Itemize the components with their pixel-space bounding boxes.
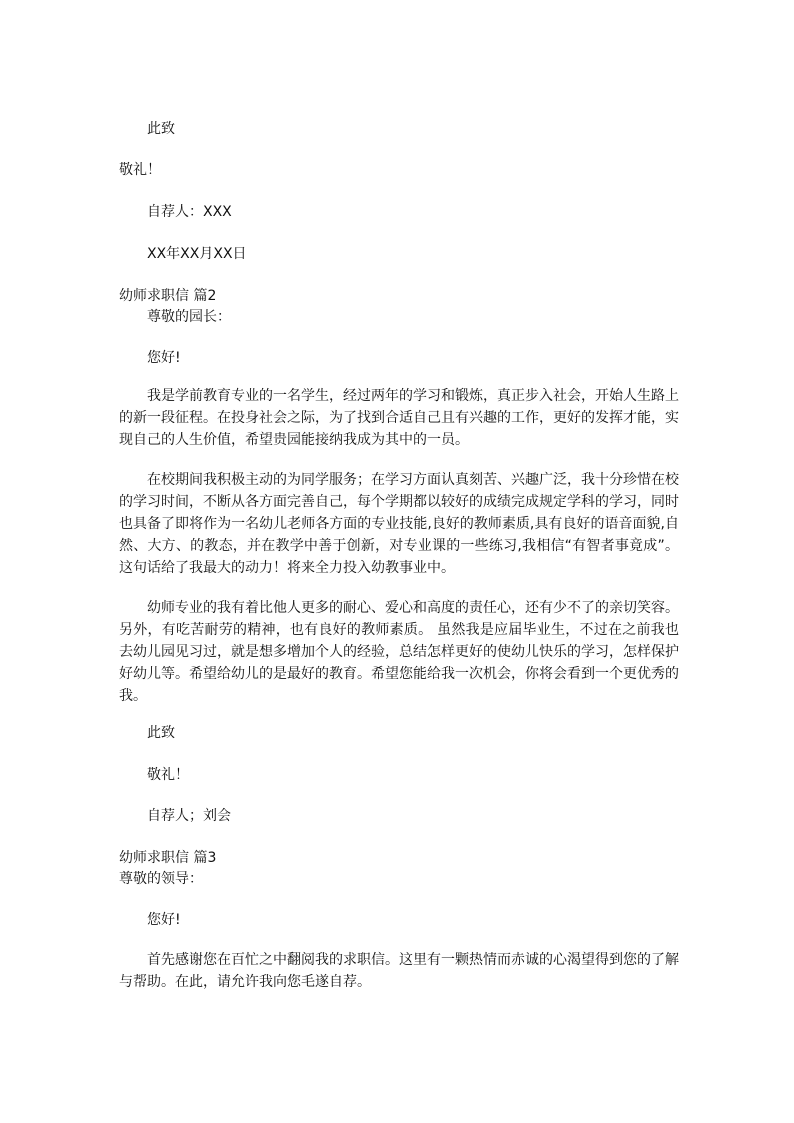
hello-3: 您好! <box>147 912 181 928</box>
salute-2: 敬礼！ <box>147 767 189 783</box>
greeting-2: 尊敬的园长： <box>147 309 231 325</box>
signer-2: 自荐人；刘会 <box>147 808 231 824</box>
heading-section-2: 幼师求职信 篇2 <box>119 288 217 304</box>
closing-2: 此致 <box>147 725 175 741</box>
greeting-3: 尊敬的领导： <box>119 871 203 887</box>
salute-1: 敬礼！ <box>119 162 161 178</box>
date-1: XX年XX月XX日 <box>147 246 247 262</box>
paragraph-3-1: 首先感谢您在百忙之中翻阅我的求职信。这里有一颗热情而赤诚的心渴望得到您的了解与帮助。在此，请允许我向您毛遂自荐。 <box>119 952 679 990</box>
heading-section-3: 幼师求职信 篇3 <box>119 850 217 866</box>
closing-1: 此致 <box>147 121 175 137</box>
paragraph-2-3: 幼师专业的我有着比他人更多的耐心、爱心和高度的责任心，还有少不了的亲切笑容。另外，有吃苦耐劳的精神，也有良好的教师素质。 虽然我是应届毕业生，不过在之前我也去幼儿园见习过，就是想多增加个人的经验，总结怎样更好的使幼儿快乐的学习，怎样保护好幼儿等。希望给幼儿的是最好的教育。希望您能给我一次机会，你将会看到一个更优秀的我。 <box>119 600 679 704</box>
paragraph-2-2: 在校期间我积极主动的为同学服务；在学习方面认真刻苦、兴趣广泛，我十分珍惜在校的学习时间，不断从各方面完善自己，每个学期都以较好的成绩完成规定学科的学习，同时也具备了即将作为一名幼儿老师各方面的专业技能,良好的教师素质,具有良好的语音面貌,自然、大方、的教态，并在教学中善于创新，对专业课的一些练习,我相信“有智者事竟成”。这句话给了我最大的动力！将来全力投入幼教事业中。 <box>119 472 679 576</box>
paragraph-2-1: 我是学前教育专业的一名学生，经过两年的学习和锻炼，真正步入社会，开始人生路上的新一段征程。在投身社会之际，为了找到合适自己且有兴趣的工作，更好的发挥才能，实现自己的人生价值，希望贵园能接纳我成为其中的一员。 <box>119 388 679 448</box>
signer-1: 自荐人：XXX <box>147 204 232 220</box>
hello-2: 您好! <box>147 350 181 366</box>
